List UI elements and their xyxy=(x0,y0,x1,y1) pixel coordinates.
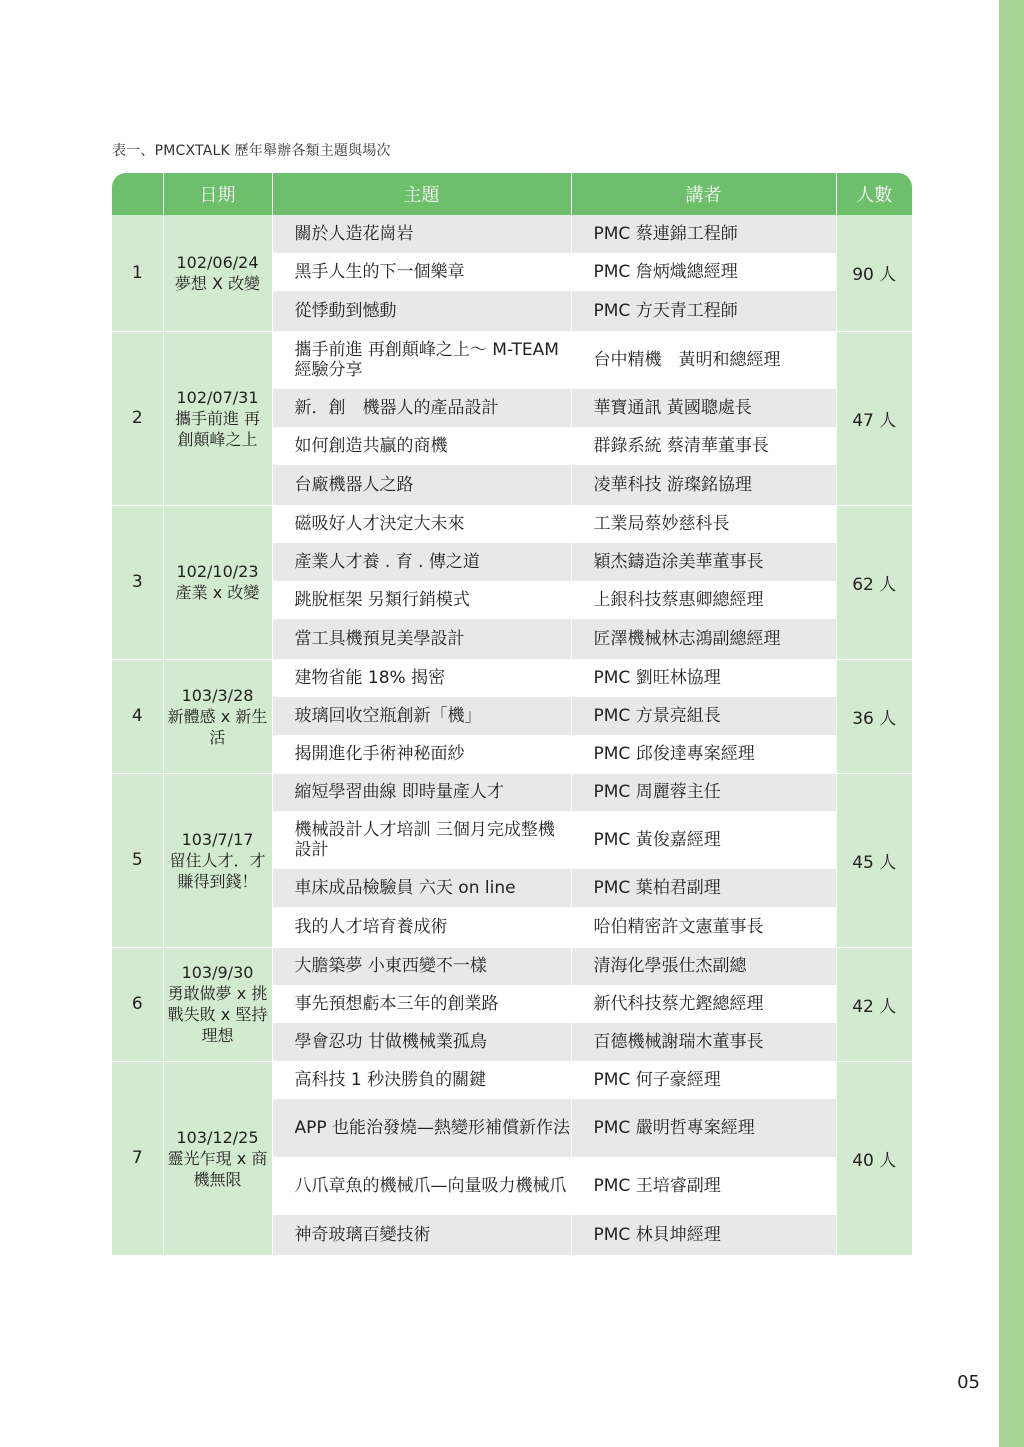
table-body xyxy=(112,215,912,1255)
talk-speaker: PMC 劉旺林協理 xyxy=(571,659,836,697)
session-date: 102/07/31 xyxy=(176,387,259,407)
session-number: 4 xyxy=(112,659,163,773)
talk-topic: 跳脫框架 另類行銷模式 xyxy=(272,581,571,619)
talk-topic: 建物省能 18% 揭密 xyxy=(272,659,571,697)
session-number: 5 xyxy=(112,773,163,947)
talk-speaker: 上銀科技蔡惠卿總經理 xyxy=(571,581,836,619)
talk-topic: 從悸動到憾動 xyxy=(272,291,571,331)
session-date-cell xyxy=(163,331,272,505)
talk-speaker: PMC 嚴明哲專案經理 xyxy=(571,1099,836,1157)
header-date: 日期 xyxy=(163,173,272,215)
session-theme: 留住人才．才賺得到錢！ xyxy=(169,850,266,891)
table-row xyxy=(112,331,912,389)
talk-topic: 如何創造共贏的商機 xyxy=(272,427,571,465)
session-date-cell xyxy=(163,215,272,331)
side-color-bar xyxy=(999,0,1024,1447)
talk-speaker: 百德機械謝瑞木董事長 xyxy=(571,1023,836,1061)
attendance-count: 36 人 xyxy=(836,659,912,773)
talk-topic: 神奇玻璃百變技術 xyxy=(272,1215,571,1255)
talk-topic: 大膽築夢 小東西變不一樣 xyxy=(272,947,571,985)
talk-topic: 機械設計人才培訓 三個月完成整機設計 xyxy=(272,811,571,869)
talk-topic: 產業人才養 . 育 . 傳之道 xyxy=(272,543,571,581)
talk-speaker: PMC 黃俊嘉經理 xyxy=(571,811,836,869)
talk-speaker: 台中精機 黃明和總經理 xyxy=(571,331,836,389)
talk-speaker: 凌華科技 游璨銘協理 xyxy=(571,465,836,505)
talk-speaker: PMC 詹炳熾總經理 xyxy=(571,253,836,291)
session-date-cell xyxy=(163,505,272,659)
table-row xyxy=(112,659,912,697)
session-date: 103/12/25 xyxy=(176,1127,259,1147)
table-row xyxy=(112,773,912,811)
session-theme: 勇敢做夢 x 挑戰失敗 x 堅持理想 xyxy=(167,984,268,1045)
session-date: 102/10/23 xyxy=(176,562,259,581)
talk-topic: 車床成品檢驗員 六天 on line xyxy=(272,869,571,907)
talk-topic: 我的人才培育養成術 xyxy=(272,907,571,947)
session-number: 3 xyxy=(112,505,163,659)
talk-speaker: PMC 方天青工程師 xyxy=(571,291,836,331)
session-date-cell xyxy=(163,773,272,947)
talk-speaker: PMC 邱俊達專案經理 xyxy=(571,735,836,773)
talk-topic: 磁吸好人才決定大未來 xyxy=(272,505,571,543)
talk-speaker: 群錄系統 蔡清華董事長 xyxy=(571,427,836,465)
table-row xyxy=(112,215,912,253)
talk-topic: 高科技 1 秒決勝負的關鍵 xyxy=(272,1061,571,1099)
header-speaker: 講者 xyxy=(571,173,836,215)
table-row xyxy=(112,505,912,543)
table-row xyxy=(112,947,912,985)
talk-topic: 八爪章魚的機械爪—向量吸力機械爪 xyxy=(272,1157,571,1215)
talk-speaker: 華寶通訊 黃國聰處長 xyxy=(571,389,836,427)
session-theme: 靈光乍現 x 商機無限 xyxy=(167,1148,268,1189)
table-caption: 表一、PMCXTALK 歷年舉辦各類主題與場次 xyxy=(112,143,391,159)
session-date: 103/3/28 xyxy=(181,685,254,705)
talk-speaker: PMC 葉柏君副理 xyxy=(571,869,836,907)
attendance-count: 62 人 xyxy=(836,505,912,659)
talk-topic: 事先預想虧本三年的創業路 xyxy=(272,985,571,1023)
talk-topic: 新．創 機器人的產品設計 xyxy=(272,389,571,427)
talk-topic: 關於人造花崗岩 xyxy=(272,215,571,253)
attendance-count: 40 人 xyxy=(836,1061,912,1255)
attendance-count: 90 人 xyxy=(836,215,912,331)
talk-topic: 當工具機預見美學設計 xyxy=(272,619,571,659)
session-number: 1 xyxy=(112,215,163,331)
talk-topic: 黑手人生的下一個樂章 xyxy=(272,253,571,291)
header-row xyxy=(112,173,912,215)
talk-speaker: PMC 周麗蓉主任 xyxy=(571,773,836,811)
talk-topic: 學會忍功 甘做機械業孤鳥 xyxy=(272,1023,571,1061)
table-row xyxy=(112,1061,912,1099)
talk-speaker: 哈伯精密許文憲董事長 xyxy=(571,907,836,947)
session-date-cell xyxy=(163,659,272,773)
session-date: 102/06/24 xyxy=(176,252,259,272)
talk-speaker: 新代科技蔡尤鏗總經理 xyxy=(571,985,836,1023)
attendance-count: 45 人 xyxy=(836,773,912,947)
talk-speaker: PMC 何子豪經理 xyxy=(571,1061,836,1099)
header-no xyxy=(112,173,163,215)
talk-speaker: 匠澤機械林志鴻副總經理 xyxy=(571,619,836,659)
header-count: 人數 xyxy=(836,173,912,215)
talk-speaker: PMC 蔡連錦工程師 xyxy=(571,215,836,253)
session-date-cell xyxy=(163,947,272,1061)
talk-speaker: PMC 方景亮組長 xyxy=(571,697,836,735)
talk-topic: 玻璃回收空瓶創新「機」 xyxy=(272,697,571,735)
sessions-table xyxy=(112,173,912,1256)
session-theme: 攜手前進 再創顛峰之上 xyxy=(174,408,261,449)
page-number: 05 xyxy=(957,1372,980,1393)
session-date: 103/9/30 xyxy=(181,963,254,982)
talk-topic: 台廠機器人之路 xyxy=(272,465,571,505)
talk-topic: 攜手前進 再創顛峰之上～ M-TEAM 經驗分享 xyxy=(272,331,571,389)
session-date-cell xyxy=(163,1061,272,1255)
talk-speaker: PMC 林貝坤經理 xyxy=(571,1215,836,1255)
attendance-count: 47 人 xyxy=(836,331,912,505)
session-number: 7 xyxy=(112,1061,163,1255)
talk-speaker: PMC 王培睿副理 xyxy=(571,1157,836,1215)
talk-topic: 縮短學習曲線 即時量產人才 xyxy=(272,773,571,811)
session-theme: 新體感 x 新生活 xyxy=(167,706,268,747)
session-number: 6 xyxy=(112,947,163,1061)
session-date: 103/7/17 xyxy=(181,829,254,849)
talk-speaker: 清海化學張仕杰副總 xyxy=(571,947,836,985)
session-number: 2 xyxy=(112,331,163,505)
talk-speaker: 穎杰鑄造涂美華董事長 xyxy=(571,543,836,581)
session-theme: 夢想 X 改變 xyxy=(174,273,261,293)
talk-speaker: 工業局蔡妙慈科長 xyxy=(571,505,836,543)
header-topic: 主題 xyxy=(272,173,571,215)
attendance-count: 42 人 xyxy=(836,947,912,1061)
session-theme: 產業 x 改變 xyxy=(175,583,260,602)
talk-topic: 揭開進化手術神秘面紗 xyxy=(272,735,571,773)
talk-topic: APP 也能治發燒—熱變形補償新作法 xyxy=(272,1099,571,1157)
